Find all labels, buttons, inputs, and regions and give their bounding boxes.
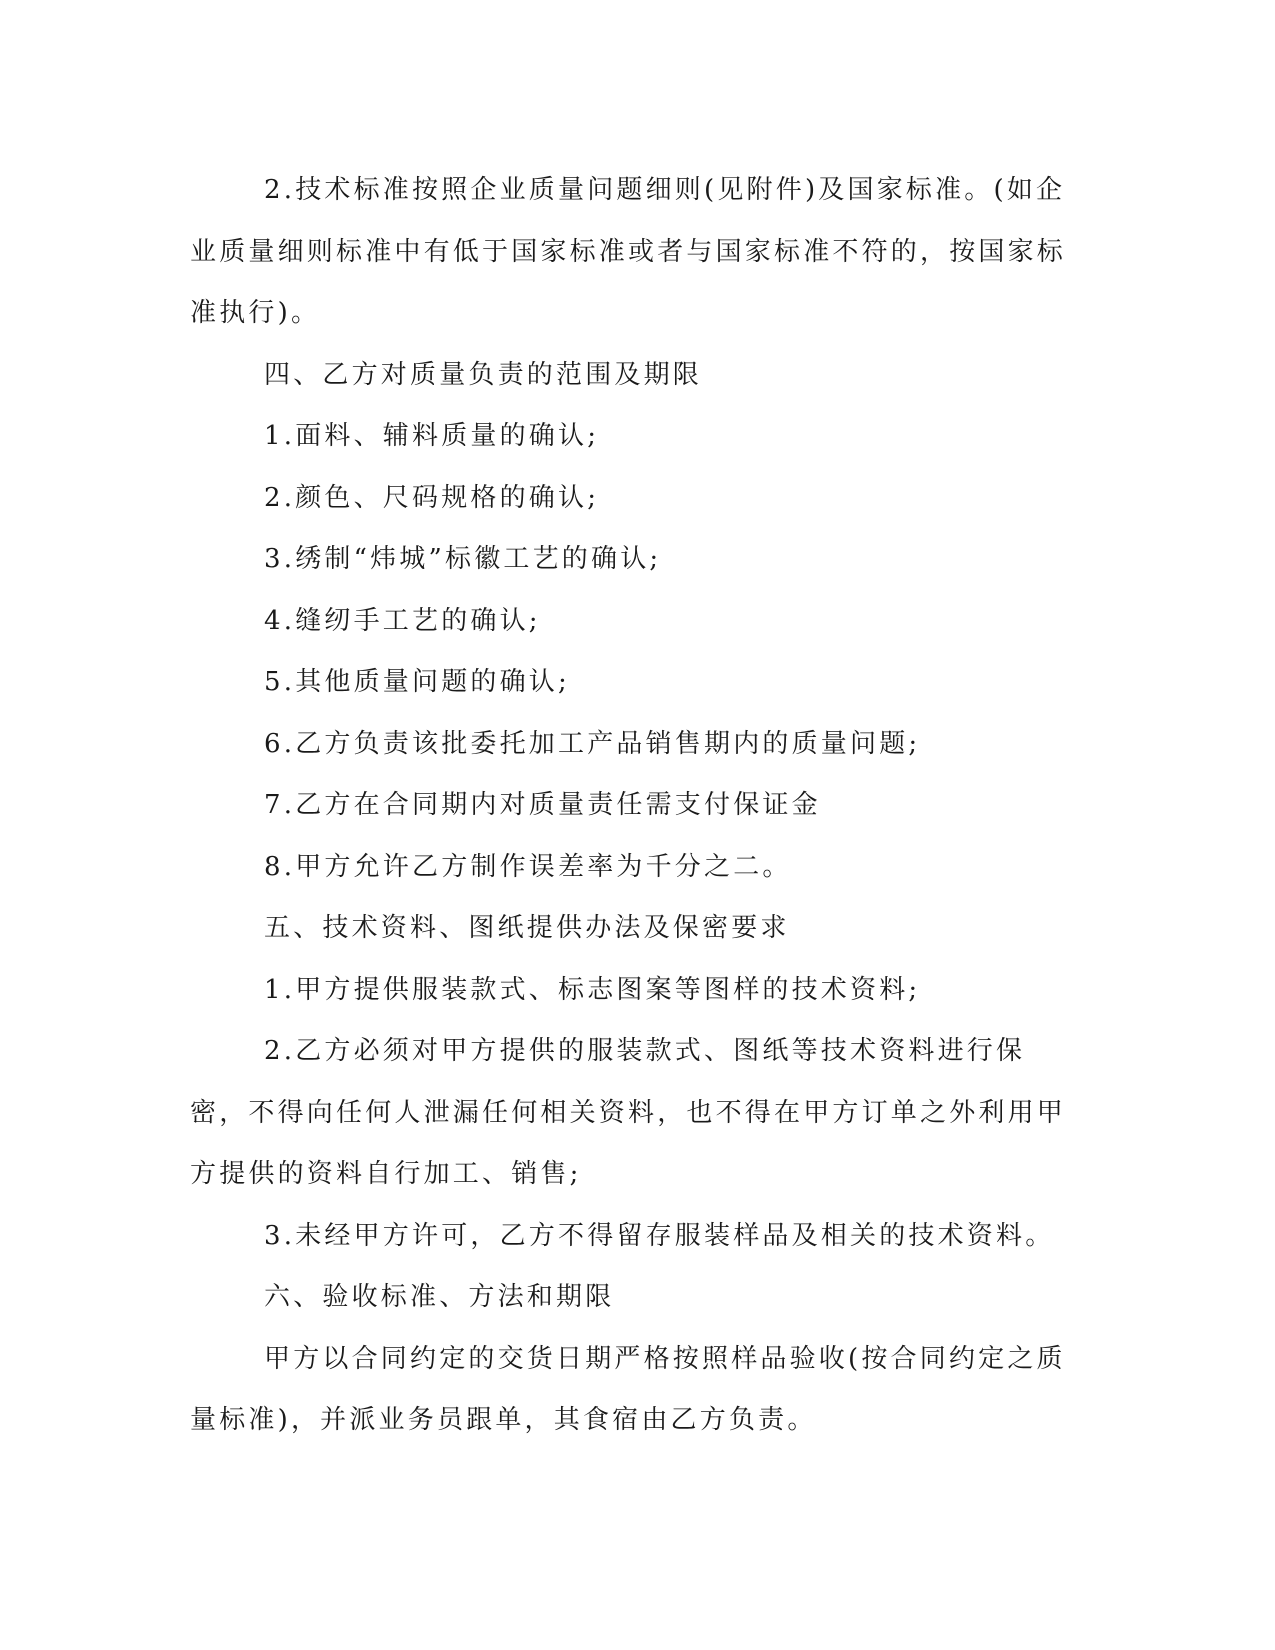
- list-item: 3.未经甲方许可，乙方不得留存服装样品及相关的技术资料。: [264, 1220, 1055, 1251]
- paragraph-acceptance: 甲方以合同约定的交货日期严格按照样品验收(按合同约定之质量标准)，并派业务员跟单，其食宿由乙方负责。: [190, 1343, 1066, 1435]
- list-item: 1.甲方提供服装款式、标志图案等图样的技术资料;: [264, 974, 921, 1005]
- list-item: 6.乙方负责该批委托加工产品销售期内的质量问题;: [264, 728, 921, 759]
- section-heading-6: 六、验收标准、方法和期限: [264, 1282, 615, 1312]
- list-item: 2.乙方必须对甲方提供的服装款式、图纸等技术资料进行保密，不得向任何人泄漏任何相关资料，也不得在甲方订单之外利用甲方提供的资料自行加工、销售;: [190, 1036, 1067, 1189]
- list-item: 4.缝纫手工艺的确认;: [264, 605, 541, 636]
- list-item: 3.绣制“炜城”标徽工艺的确认;: [264, 544, 662, 574]
- list-item: 7.乙方在合同期内对质量责任需支付保证金: [264, 790, 821, 820]
- list-item: 5.其他质量问题的确认;: [264, 667, 570, 697]
- list-item: 8.甲方允许乙方制作误差率为千分之二。: [264, 851, 792, 882]
- list-item: 2.颜色、尺码规格的确认;: [264, 482, 600, 513]
- list-item: 1.面料、辅料质量的确认;: [264, 421, 600, 451]
- paragraph-technical-standard: 2.技术标准按照企业质量问题细则(见附件)及国家标准。(如企业质量细则标准中有低于国家标准或者与国家标准不符的，按国家标准执行)。: [190, 175, 1067, 328]
- document-body: [190, 160, 1070, 1452]
- section-heading-4: 四、乙方对质量负责的范围及期限: [264, 359, 703, 390]
- section-heading-5: 五、技术资料、图纸提供办法及保密要求: [264, 913, 790, 943]
